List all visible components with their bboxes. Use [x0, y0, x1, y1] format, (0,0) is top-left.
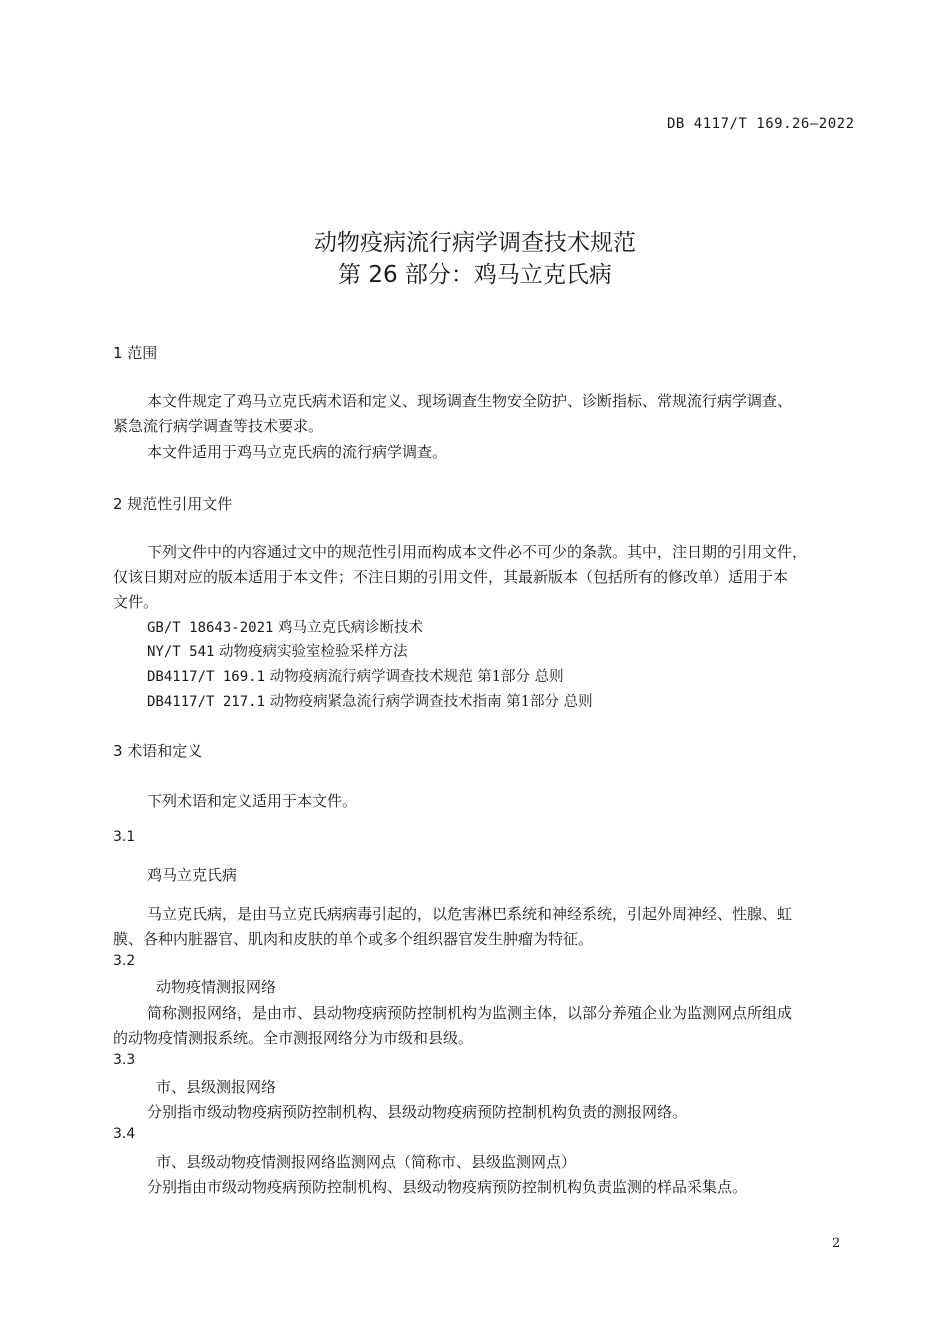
reference-title: 动物疫病紧急流行病学调查技术指南 第1部分 总则 [265, 694, 593, 710]
term-definition-line-1: 马立克氏病，是由马立克氏病病毒引起的，以危害淋巴系统和神经系统，引起外周神经、性腺、虹 [147, 905, 793, 923]
section-1-paragraph-1-line-2: 紧急流行病学调查等技术要求。 [113, 417, 324, 435]
section-2-paragraph-line-2: 仅该日期对应的版本适用于本文件；不注日期的引用文件，其最新版本（包括所有的修改单）适用于本 [113, 568, 789, 586]
section-2-paragraph-line-3: 文件。 [113, 593, 159, 611]
reference-item [147, 616, 423, 637]
section-1-paragraph-2: 本文件适用于鸡马立克氏病的流行病学调查。 [147, 443, 448, 461]
title-line-2: 第 26 部分：鸡马立克氏病 [338, 262, 612, 288]
reference-title: 动物疫病实验室检验采样方法 [214, 644, 408, 660]
term-name: 市、县级测报网络 [156, 1078, 277, 1096]
section-2-heading: 2 规范性引用文件 [113, 495, 233, 513]
section-1-heading: 1 范围 [113, 344, 158, 362]
reference-code: DB4117/T 217.1 [147, 694, 266, 710]
reference-item [147, 690, 593, 711]
reference-title: 鸡马立克氏病诊断技术 [273, 620, 424, 636]
section-3-intro: 下列术语和定义适用于本文件。 [147, 792, 358, 810]
term-definition-line-1: 分别指由市级动物疫病预防控制机构、县级动物疫病预防控制机构负责监测的样品采集点。 [147, 1178, 748, 1196]
term-name: 动物疫情测报网络 [156, 978, 277, 996]
term-number: 3.2 [113, 953, 136, 969]
document-code: DB 4117/T 169.26—2022 [667, 116, 855, 132]
term-number: 3.4 [113, 1126, 136, 1142]
term-definition-line-1: 简称测报网络，是由市、县动物疫病预防控制机构为监测主体，以部分养殖企业为监测网点所组成 [147, 1004, 793, 1022]
reference-item [147, 665, 564, 686]
reference-item [147, 640, 408, 661]
reference-title: 动物疫病流行病学调查技术规范 第1部分 总则 [265, 669, 564, 685]
reference-code: DB4117/T 169.1 [147, 669, 266, 685]
term-definition-line-2: 的动物疫情测报系统。全市测报网络分为市级和县级。 [113, 1029, 474, 1047]
term-name: 市、县级动物疫情测报网络监测网点（简称市、县级监测网点） [156, 1153, 577, 1171]
term-definition-line-2: 膜、各种内脏器官、肌肉和皮肤的单个或多个组织器官发生肿瘤为特征。 [113, 930, 594, 948]
section-2-paragraph-line-1: 下列文件中的内容通过文中的规范性引用而构成本文件必不可少的条款。其中，注日期的引用文件， [147, 543, 808, 561]
title-line-1: 动物疫病流行病学调查技术规范 [314, 230, 636, 256]
reference-code: GB/T 18643-2021 [147, 620, 274, 636]
section-3-heading: 3 术语和定义 [113, 742, 203, 760]
section-1-paragraph-1-line-1: 本文件规定了鸡马立克氏病术语和定义、现场调查生物安全防护、诊断指标、常规流行病学调查、 [147, 392, 793, 410]
page-number: 2 [832, 1236, 841, 1251]
term-definition-line-1: 分别指市级动物疫病预防控制机构、县级动物疫病预防控制机构负责的测报网络。 [147, 1103, 688, 1121]
term-number: 3.1 [113, 829, 136, 845]
reference-code: NY/T 541 [147, 644, 215, 660]
term-name: 鸡马立克氏病 [147, 866, 238, 884]
term-number: 3.3 [113, 1052, 136, 1068]
